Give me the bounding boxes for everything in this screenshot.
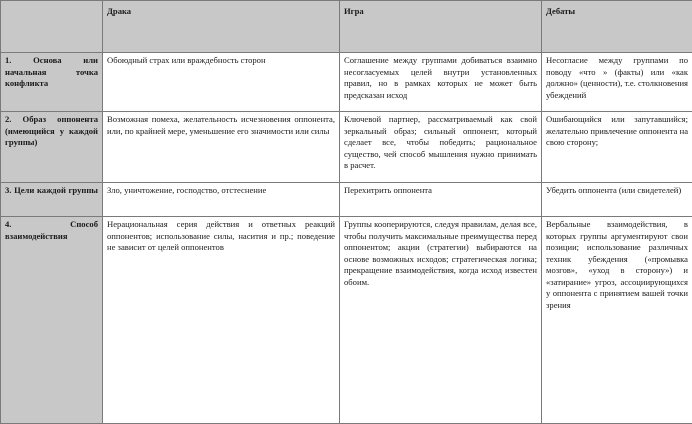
row-label: 4. Способ взаимодействия (1, 217, 103, 424)
table-cell: Возможная помеха, желательность исчезновения оппонента, или, по крайней мере, уменьшение его значимости или силы (103, 112, 340, 183)
row-label: 2. Образ оппонента (имеющийся у каждой группы) (1, 112, 103, 183)
table-row (1, 183, 692, 217)
row-label: 3. Цели каждой группы (1, 183, 103, 217)
header-game: Игра (340, 1, 542, 53)
table-row (1, 53, 692, 112)
table-cell: Нерациональная серия действия и ответных реакций оппонентов; использование силы, насития и пр.; поведение не зависит от целей оппонентов (103, 217, 340, 424)
header-debate: Дебаты (542, 1, 692, 53)
table-cell: Ключевой партнер, рассматриваемый как свой зеркальный образ; сильный оппонент, который сделает все, чтобы победить; рациональное существо, чей способ мышления нужно принимать в расчет. (340, 112, 542, 183)
table-cell: Соглашение между группами добиваться взаимно несогласуемых целей внутри установленных правил, но в рамках которых не может быть предсказан исход (340, 53, 542, 112)
header-fight: Драка (103, 1, 340, 53)
table-cell: Зло, уничтожение, господство, отстеснение (103, 183, 340, 217)
table-cell: Обоюдный страх или враждебность сторон (103, 53, 340, 112)
table-cell: Убедить оппонента (или свидетелей) (542, 183, 692, 217)
table-cell: Перехитрить оппонента (340, 183, 542, 217)
table-cell: Несогласие между группами по поводу «что » (факты) или «как должно» (ценности), т.е. столкновения убеждений (542, 53, 692, 112)
table-row (1, 112, 692, 183)
table-cell: Группы кооперируются, следуя правилам, делая все, чтобы получить максимальные преимущества перед оппонентом; акции (стратегии) выбираются на основе возможных исходов; стратегическая логика; прекращение взаимодействия, когда исход известен обоим. (340, 217, 542, 424)
header-row (1, 1, 692, 53)
table-cell: Ошибающийся или запутавшийся; желательно привлечение оппонента на свою сторону; (542, 112, 692, 183)
header-corner-cell (1, 1, 103, 53)
table-row (1, 217, 692, 424)
table-cell: Вербальные взаимодействия, в которых группы аргументируют свои позиции; использование различных техник убеждения («промывка мозгов», «уход в сторону») и «затирание» угроз, ассоциирующихся у оппонента с принятием вашей точки зрения (542, 217, 692, 424)
row-label: 1. Основа или начальная точка конфликта (1, 53, 103, 112)
